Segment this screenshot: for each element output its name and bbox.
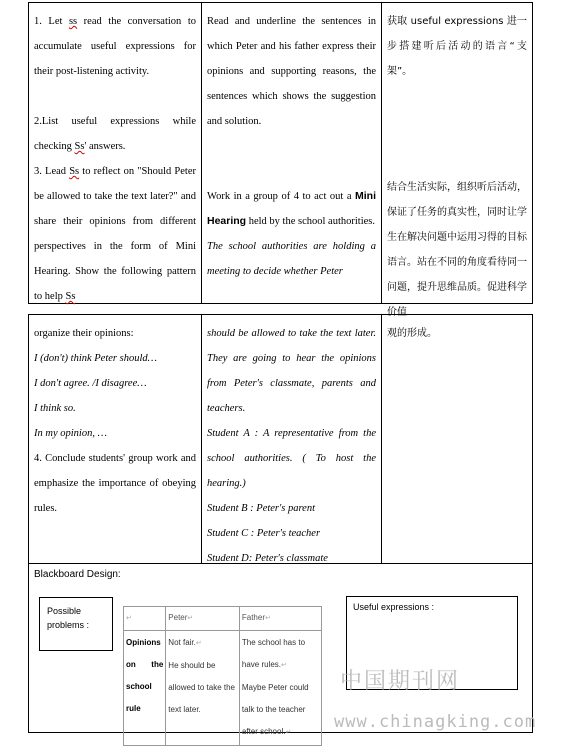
lesson-table-part-2 (28, 314, 533, 564)
opinions-grid (123, 606, 322, 746)
step-1: 1. Let ss read the conversation to accumulate useful expressions for their post-listening activity. (34, 16, 196, 77)
design-intent-cell (382, 3, 532, 318)
student-task-1: Read and underline the sentences in which Peter and his father express their opinions and supporting reasons, the sentences which shows the suggestion and solution. (207, 16, 376, 127)
lesson-table-part-1 (28, 2, 533, 318)
table-row (29, 315, 532, 563)
teacher-activity-cell: organize their opinions: I (don't) think Peter should… I don't agree. /I disagree… I think so. In my opinion, … 4. Conclude students' group work and emphasize the importance of obeying rules. (29, 315, 202, 563)
blackboard-title: Blackboard Design: (34, 569, 121, 580)
table-row: Opinions on the school rule Not fair.↵ He should be allowed to take the text later. The school has to have rules.↵ Maybe Peter could talk to the teacher after school.↵ (124, 631, 322, 746)
intent-2: 结合生活实际，组织听后活动，保证了任务的真实性，同时让学生在解决问题中运用习得的目标语言。站在不同的角度看待同一问题，提升思维品质。促进科学价值 (387, 182, 527, 318)
intent-1: 获取 useful expressions 进一步搭建听后活动的语言“支架”。 (387, 16, 527, 77)
student-activity-cell: should be allowed to take the text later. They are going to hear the opinions from Peter's classmate, parents and teachers. Student A : A representative from the school authorities. ( To host the hearing.) Student B : Peter's parent Student C : Peter's teacher Student D: Peter's classmate (202, 315, 382, 563)
table-row: ↵ Peter↵ Father↵ (124, 607, 322, 631)
watermark-cn: 中国期刊网 (340, 669, 461, 694)
step-2: 2.List useful expressions while checking Ss' answers. (34, 116, 196, 152)
table-row (29, 3, 532, 318)
watermark-url: www.chinagking.com (334, 712, 537, 732)
design-intent-cell: 观的形成。 (387, 328, 437, 339)
possible-problems-box: Possible problems : (39, 597, 113, 651)
blackboard-design (28, 563, 533, 736)
row-label: Opinions on the school rule (124, 631, 166, 746)
student-task-2: Work in a group of 4 to act out a Mini Hearing held by the school authorities. The school authorities are holding a meeting to decide whether Peter (207, 190, 376, 277)
teacher-activity-cell (29, 3, 202, 303)
step-3: 3. Lead Ss to reflect on "Should Peter be allowed to take the text later?" and share their opinions from different perspectives in the form of Mini Hearing. Show the following pattern to help Ss (34, 166, 196, 302)
step-4: 4. Conclude students' group work and emphasize the importance of obeying rules. (34, 453, 196, 514)
useful-expressions-box: Useful expressions : (346, 596, 518, 690)
student-activity-cell (202, 3, 382, 303)
page-break (0, 305, 566, 313)
